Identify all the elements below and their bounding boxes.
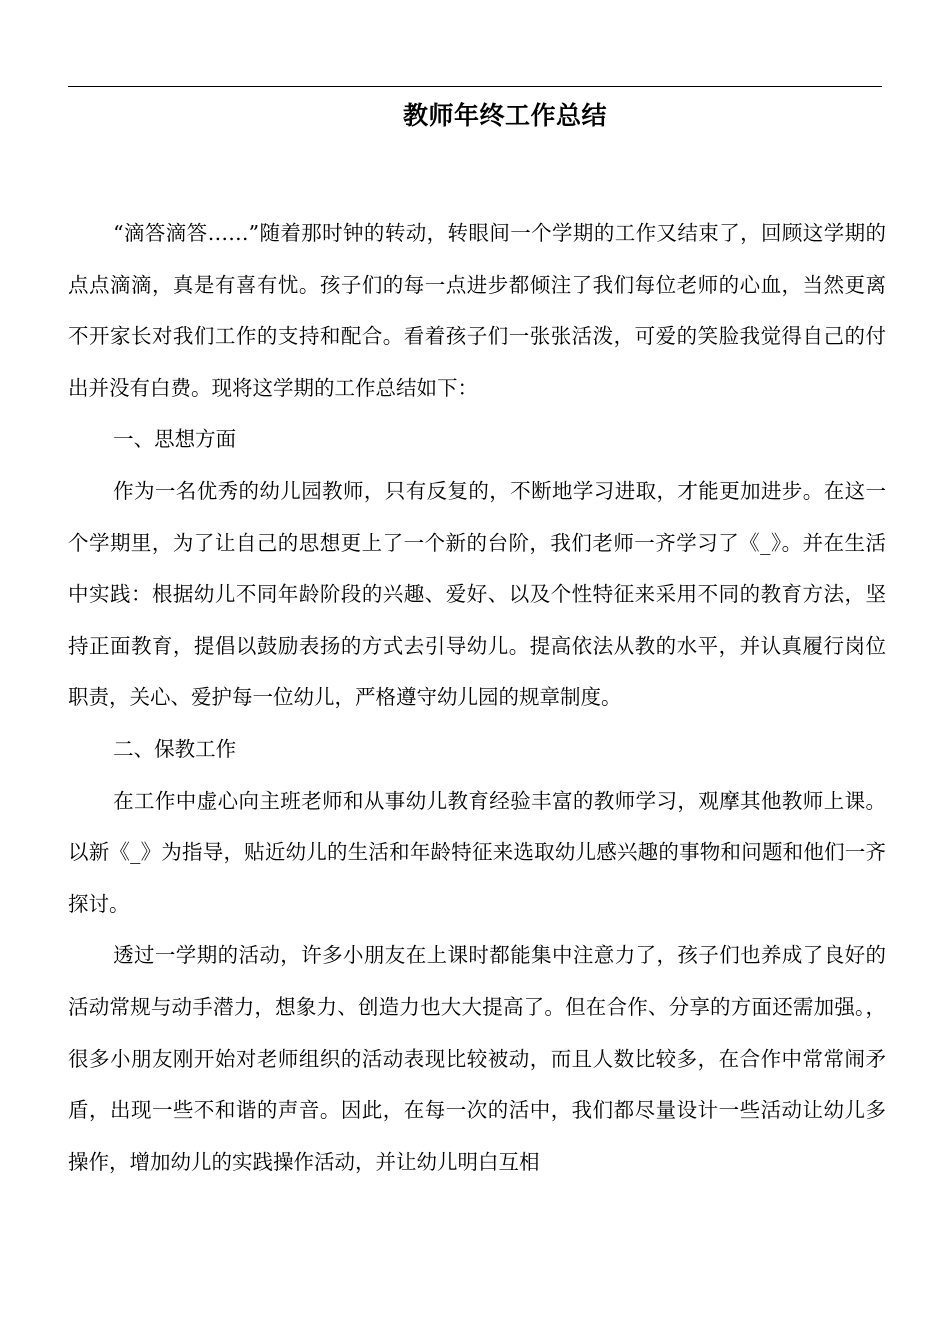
section-heading-teaching: 二、保教工作 [113, 736, 237, 761]
document-body [68, 208, 886, 1188]
document-title: 教师年终工作总结 [402, 101, 607, 130]
paragraph-intro: “滴答滴答……”随着那时钟的转动，转眼间一个学期的工作又结束了，回顾这学期的点点滴滴，真是有喜有忧。孩子们的每一点进步都倾注了我们每位老师的心血，当然更离不开家长对我们工作的支持和配合。看着孩子们一张张活泼，可爱的笑脸我觉得自己的付出并没有白费。现将这学期的工作总结如下： [68, 221, 886, 400]
section-heading-ideology: 一、思想方面 [113, 427, 237, 452]
paragraph-activities: 透过一学期的活动，许多小朋友在上课时都能集中注意力了，孩子们也养成了良好的活动常规与动手潜力，想象力、创造力也大大提高了。但在合作、分享的方面还需加强。，很多小朋友刚开始对老师组织的活动表现比较被动，而且人数比较多，在合作中常常闹矛盾，出现一些不和谐的声音。因此，在每一次的活中，我们都尽量设计一些活动让幼儿多操作，增加幼儿的实践操作活动，并让幼儿明白互相 [68, 943, 886, 1174]
paragraph-ideology: 作为一名优秀的幼儿园教师，只有反复的，不断地学习进取，才能更加进步。在这一个学期里，为了让自己的思想更上了一个新的台阶，我们老师一齐学习了《_》。并在生活中实践：根据幼儿不同年龄阶段的兴趣、爱好、以及个性特征来采用不同的教育方法，坚持正面教育，提倡以鼓励表扬的方式去引导幼儿。提高依法从教的水平，并认真履行岗位职责，关心、爱护每一位幼儿，严格遵守幼儿园的规章制度。 [68, 478, 886, 710]
header-rule [68, 86, 882, 87]
paragraph-teaching: 在工作中虚心向主班老师和从事幼儿教育经验丰富的教师学习，观摩其他教师上课。以新《_》为指导，贴近幼儿的生活和年龄特征来选取幼儿感兴趣的事物和问题和他们一齐探讨。 [68, 788, 886, 916]
